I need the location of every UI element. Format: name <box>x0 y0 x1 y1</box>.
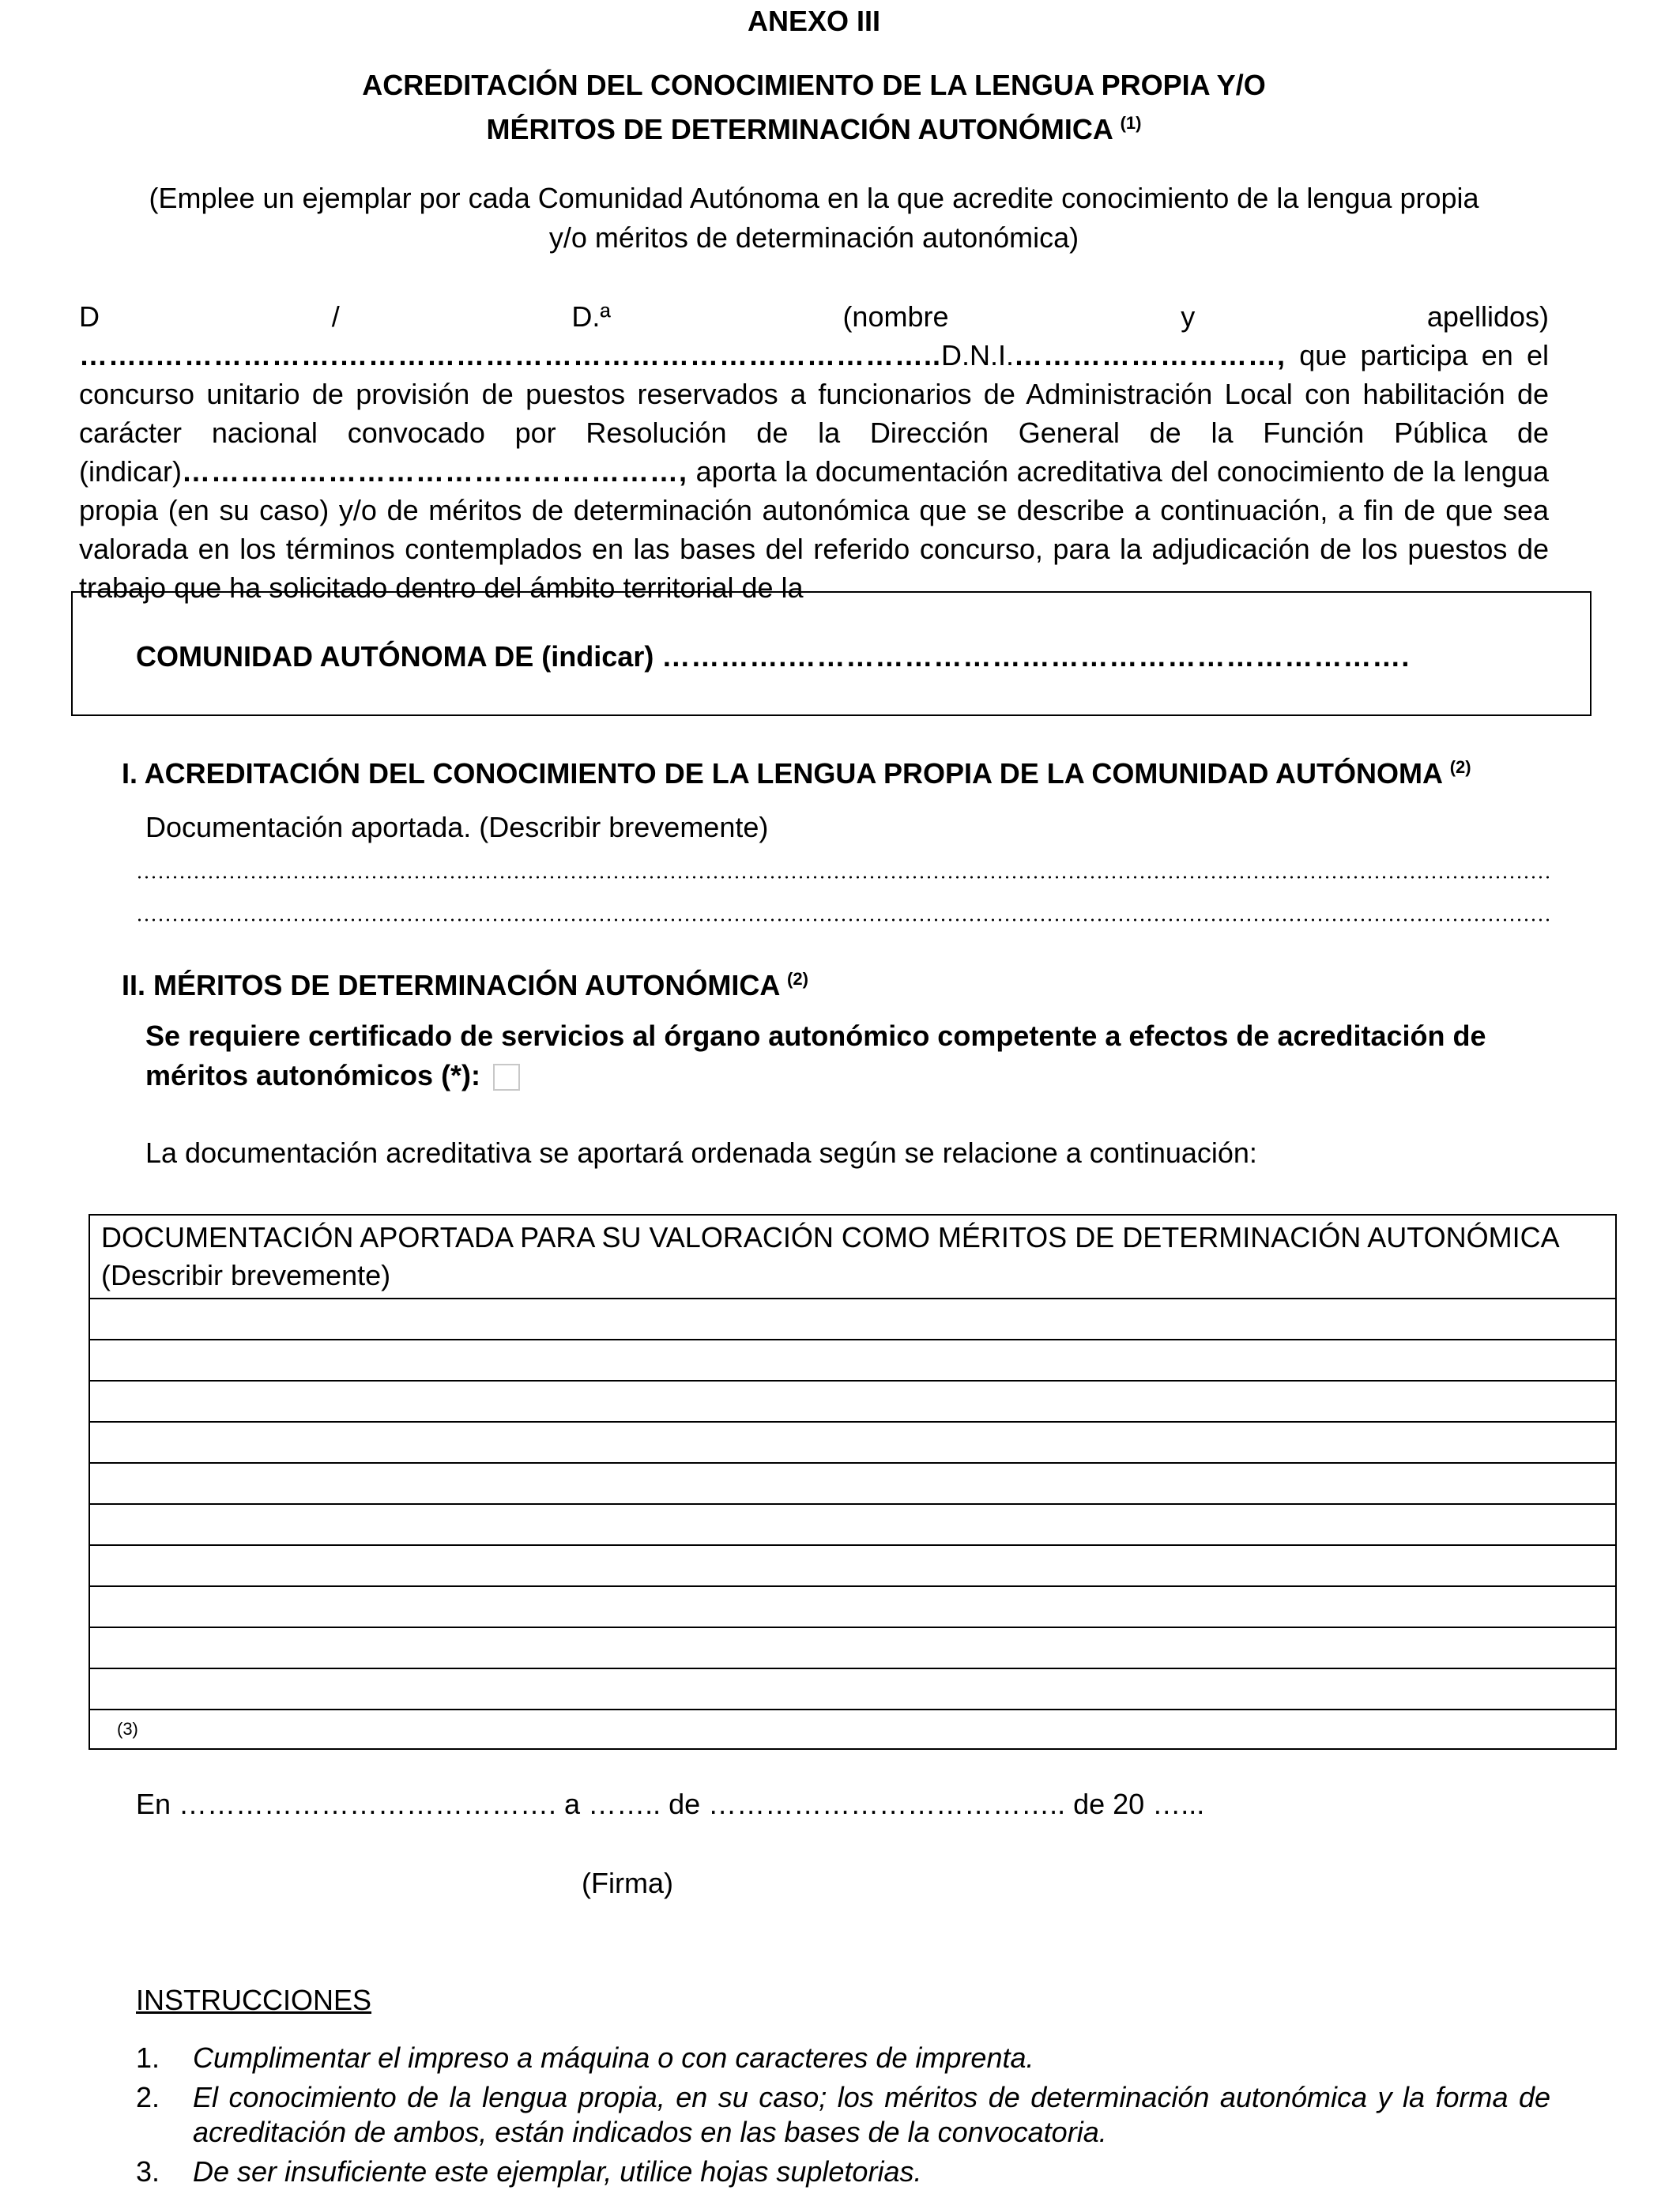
section-2-order-note: La documentación acreditativa se aportará ordenada según se relacione a continuación: <box>145 1137 1257 1169</box>
table-cell[interactable] <box>89 1627 1616 1668</box>
certificate-request-checkbox[interactable] <box>493 1064 520 1091</box>
description-line-1[interactable] <box>136 876 1550 879</box>
name-field[interactable]: ……..……………….…………………………………………………….. <box>79 339 942 371</box>
section-2-title: II. MÉRITOS DE DETERMINACIÓN AUTONÓMICA <box>122 969 780 1001</box>
main-title <box>0 66 1628 149</box>
declaration-text-1: que participa en el concurso unitario de provisión de puestos reservados a funcionarios de Administración Local con habilitación de carácter nacional convocado por Resolución de la Dirección General de la Función Pública de (indicar) <box>79 339 1549 488</box>
table-cell[interactable] <box>89 1340 1616 1381</box>
table-row[interactable] <box>89 1627 1616 1668</box>
autonomous-community-box <box>71 591 1591 716</box>
table-header-cell <box>89 1215 1616 1299</box>
instruction-item <box>136 2041 1550 2075</box>
autonomous-community-dots: ………….………………………………………………………. <box>661 640 1411 673</box>
annex-title: ANEXO III <box>747 5 881 37</box>
autonomous-community-label: COMUNIDAD AUTÓNOMA DE (indicar) <box>136 640 654 673</box>
main-title-line-1: ACREDITACIÓN DEL CONOCIMIENTO DE LA LENGUA PROPIA Y/O <box>362 69 1266 101</box>
signature-label: (Firma) <box>582 1867 673 1899</box>
table-cell[interactable] <box>89 1463 1616 1504</box>
table-row[interactable] <box>89 1340 1616 1381</box>
section-1-subheading: Documentación aportada. (Describir brevemente) <box>145 811 769 843</box>
section-1-heading <box>122 757 1471 790</box>
instructions-list <box>136 2041 1550 2194</box>
table-row[interactable] <box>89 1422 1616 1463</box>
table-header-row <box>89 1215 1616 1299</box>
table-cell[interactable] <box>89 1299 1616 1340</box>
description-line-2[interactable] <box>136 918 1550 922</box>
instruction-item <box>136 2154 1550 2189</box>
resolution-field[interactable]: ……………………………………………, <box>182 455 688 488</box>
documentation-table <box>89 1214 1617 1750</box>
instruction-text: De ser insuficiente este ejemplar, utilice hojas supletorias. <box>193 2155 922 2188</box>
instructions-heading: INSTRUCCIONES <box>136 1984 372 2016</box>
name-label: D / D.ª (nombre y apellidos) <box>79 300 1549 333</box>
table-row[interactable] <box>89 1381 1616 1422</box>
usage-note <box>126 179 1501 258</box>
dni-label: D.N.I. <box>941 339 1015 371</box>
table-footnote-cell: (3) <box>89 1710 1616 1749</box>
section-2-heading <box>122 969 808 1002</box>
table-row[interactable] <box>89 1586 1616 1627</box>
table-row[interactable] <box>89 1668 1616 1710</box>
table-row[interactable] <box>89 1463 1616 1504</box>
table-header-line-1: DOCUMENTACIÓN APORTADA PARA SU VALORACIÓN COMO MÉRITOS DE DETERMINACIÓN AUTONÓMICA <box>101 1221 1560 1253</box>
declaration-text-2: aporta la documentación acreditativa del conocimiento de la lengua propia (en su caso) y/o de méritos de determinación autonómica que se describe a continuación, a fin de que sea valorada en los términos contemplados en las bases del referido concurso, para la adjudicación de los puestos de trabajo que ha solicitado dentro del ámbito territorial de la <box>79 455 1549 604</box>
usage-note-line-2: y/o méritos de determinación autonómica) <box>548 221 1079 254</box>
table-row[interactable] <box>89 1504 1616 1545</box>
table-row[interactable] <box>89 1299 1616 1340</box>
autonomous-community-field[interactable] <box>136 640 1410 673</box>
section-1-title: I. ACREDITACIÓN DEL CONOCIMIENTO DE LA LENGUA PROPIA DE LA COMUNIDAD AUTÓNOMA <box>122 757 1442 790</box>
table-cell[interactable] <box>89 1422 1616 1463</box>
table-cell[interactable] <box>89 1668 1616 1710</box>
main-title-line-2-text: MÉRITOS DE DETERMINACIÓN AUTONÓMICA <box>486 113 1113 145</box>
usage-note-line-1: (Emplee un ejemplar por cada Comunidad Autónoma en la que acredite conocimiento de la lengua propia <box>149 182 1479 214</box>
certificate-request-text: Se requiere certificado de servicios al órgano autonómico competente a efectos de acreditación de méritos autonómicos (*): <box>145 1020 1486 1091</box>
table-footnote-row[interactable] <box>89 1710 1616 1749</box>
table-row[interactable] <box>89 1545 1616 1586</box>
table-cell[interactable] <box>89 1504 1616 1545</box>
table-cell[interactable] <box>89 1586 1616 1627</box>
instruction-item <box>136 2080 1550 2150</box>
dni-field[interactable]: ………………………, <box>1014 339 1286 371</box>
instruction-number: 3. <box>136 2155 160 2188</box>
instruction-text: El conocimiento de la lengua propia, en su caso; los méritos de determinación autonómica y la forma de acreditación de ambos, están indicados en las bases de la convocatoria. <box>193 2081 1550 2148</box>
certificate-request <box>145 1016 1489 1095</box>
main-title-line-2 <box>0 104 1628 149</box>
footnote-ref-1: (1) <box>1120 113 1142 133</box>
declaration-paragraph <box>79 297 1549 607</box>
instruction-text: Cumplimentar el impreso a máquina o con caracteres de imprenta. <box>193 2041 1034 2074</box>
table-cell[interactable] <box>89 1545 1616 1586</box>
instruction-number: 2. <box>136 2081 160 2113</box>
instruction-number: 1. <box>136 2041 160 2074</box>
table-cell[interactable] <box>89 1381 1616 1422</box>
footnote-ref-2a: (2) <box>1449 757 1471 777</box>
place-date-line[interactable]: En …………………………………. a …….. de ……………………………….. de 20 …... <box>136 1788 1205 1820</box>
footnote-ref-2b: (2) <box>787 969 808 989</box>
table-header-line-2: (Describir brevemente) <box>101 1259 391 1291</box>
